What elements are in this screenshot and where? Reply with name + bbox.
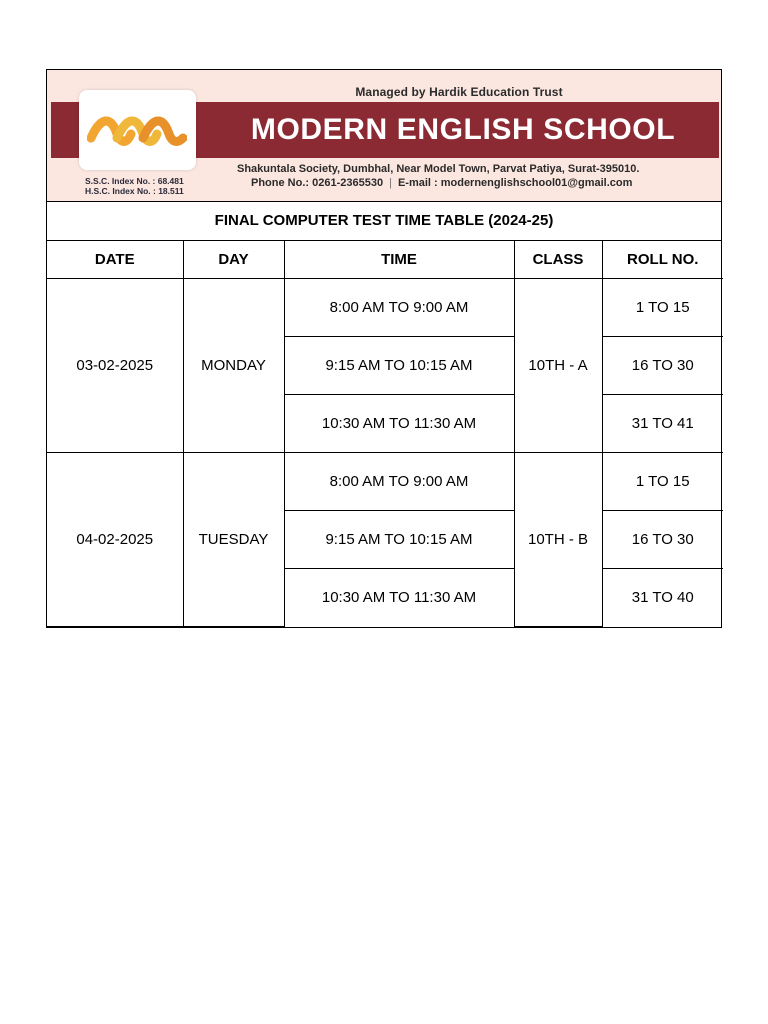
- school-logo: [79, 90, 196, 170]
- school-header-banner: [47, 70, 721, 202]
- ssc-index: S.S.C. Index No. : 68.481: [85, 176, 184, 186]
- phone-number: Phone No.: 0261-2365530: [251, 177, 384, 189]
- roll-cell: 31 TO 41: [602, 395, 723, 453]
- table-header-row: [47, 241, 723, 279]
- header-class: CLASS: [514, 241, 602, 279]
- time-cell: 9:15 AM TO 10:15 AM: [284, 337, 514, 395]
- roll-cell: 16 TO 30: [602, 511, 723, 569]
- roll-cell: 31 TO 40: [602, 569, 723, 627]
- roll-cell: 16 TO 30: [602, 337, 723, 395]
- header-date: DATE: [47, 241, 183, 279]
- class-cell: 10TH - A: [514, 279, 602, 453]
- school-address: Shakuntala Society, Dumbhal, Near Model Town, Parvat Patiya, Surat-395010.: [237, 163, 640, 175]
- roll-cell: 1 TO 15: [602, 453, 723, 511]
- school-name: MODERN ENGLISH SCHOOL: [250, 113, 676, 146]
- time-cell: 10:30 AM TO 11:30 AM: [284, 395, 514, 453]
- class-cell: 10TH - B: [514, 453, 602, 627]
- table-row: [47, 279, 723, 337]
- header-roll-no: ROLL NO.: [602, 241, 723, 279]
- hsc-index: H.S.C. Index No. : 18.511: [85, 186, 184, 196]
- header-day: DAY: [183, 241, 284, 279]
- date-cell: 03-02-2025: [47, 279, 183, 453]
- wave-m-logo-icon: [87, 108, 187, 152]
- roll-cell: 1 TO 15: [602, 279, 723, 337]
- date-cell: 04-02-2025: [47, 453, 183, 627]
- time-cell: 8:00 AM TO 9:00 AM: [284, 279, 514, 337]
- header-time: TIME: [284, 241, 514, 279]
- trust-name: Managed by Hardik Education Trust: [355, 85, 563, 99]
- school-contact: [251, 177, 632, 189]
- index-numbers: [85, 176, 184, 196]
- email-address: E-mail : modernenglishschool01@gmail.com: [397, 177, 633, 189]
- table-row: [47, 453, 723, 511]
- time-cell: 10:30 AM TO 11:30 AM: [284, 569, 514, 627]
- time-cell: 8:00 AM TO 9:00 AM: [284, 453, 514, 511]
- day-cell: TUESDAY: [183, 453, 284, 627]
- timetable-title: FINAL COMPUTER TEST TIME TABLE (2024-25): [47, 202, 721, 241]
- day-cell: MONDAY: [183, 279, 284, 453]
- contact-divider: |: [389, 177, 392, 189]
- time-cell: 9:15 AM TO 10:15 AM: [284, 511, 514, 569]
- timetable-sheet: [46, 69, 722, 628]
- timetable-table: [47, 241, 723, 627]
